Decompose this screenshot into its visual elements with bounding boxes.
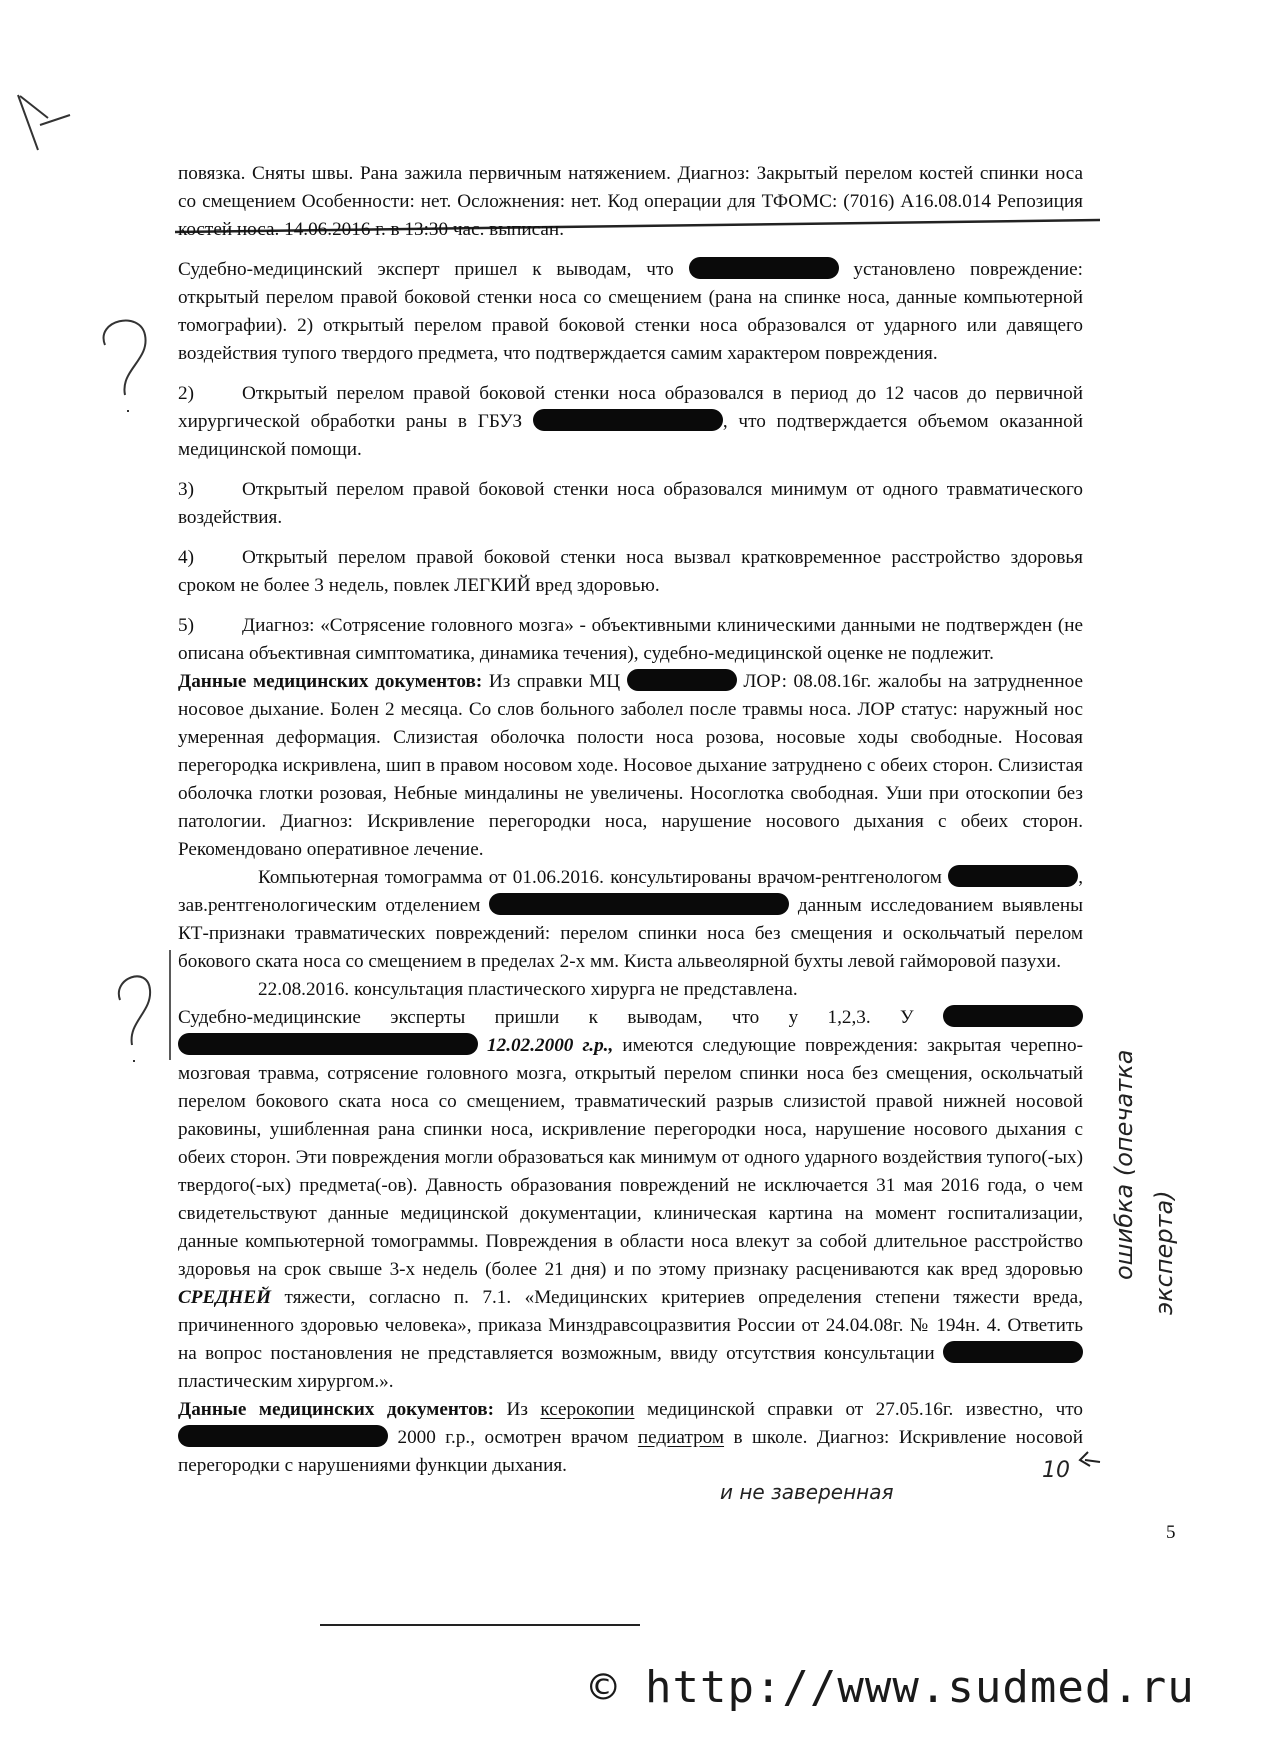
conclusion-text-b: установлено повреждение: открытый перелом правой боковой стенки носа со смещением (рана на спинке носа, данные компьютерной томографии). 2) открытый перелом правой боковой стенки носа образовался от ударного или давящего воздействия тупого твердого предмета, что подтверждается самим характером повреждения.: [178, 259, 1083, 364]
ct-text-a: Компьютерная томограмма от 01.06.2016. консультированы врачом-рентгенологом: [258, 867, 942, 888]
redacted-patient-1: [943, 1005, 1083, 1027]
conclusion-text-a: Судебно-медицинский эксперт пришел к выводам, что: [178, 259, 674, 280]
item-2-text-b: , что подтверждается объемом оказанной медицинской помощи.: [178, 411, 1084, 460]
experts-text-c: тяжести, согласно п. 7.1. «Медицинских критериев определения степени тяжести вреда, причиненного здоровью человека», приказа Минздравсоцразвития России от 24.04.08г. № 194н. 4. Ответить на вопрос постановления не представляется возможным, ввиду отсутствия консультации: [178, 1287, 1083, 1364]
redacted-clinic: [627, 669, 737, 691]
item-2-text-a: Открытый перелом правой боковой стенки носа образовался в период до 12 часов до первичной хирургической обработки раны в ГБУЗ: [178, 383, 1083, 432]
item-3: [178, 476, 1083, 532]
item-4-text: Открытый перелом правой боковой стенки носа вызвал кратковременное расстройство здоровья сроком не более 3 недель, повлек ЛЕГКИЙ вред здоровью.: [178, 547, 1083, 596]
medical-docs-2-text-b: медицинской справки от 27.05.16г. известно, что: [646, 1399, 1084, 1420]
medical-docs-paragraph-1: [178, 668, 1083, 864]
experts-text-d: пластическим хирургом.».: [178, 1371, 394, 1392]
redacted-patient-3: [178, 1425, 388, 1447]
page-number: 5: [1166, 1522, 1176, 1543]
medical-docs-paragraph-2: [178, 1396, 1083, 1480]
redacted-name: [689, 257, 839, 279]
medical-docs-1-text-b: ЛОР: 08.08.16г. жалобы на затрудненное носовое дыхание. Болен 2 месяца. Со слов больного заболел после травмы носа. ЛОР статус: наружный нос умеренная деформация. Слизистая оболочка полости носа розова, носовые ходы свободные. Носовая перегородка искривлена, шип в правом носовом ходе. Носовое дыхание затруднено с обеих сторон. Слизистая оболочка глотки розовая, Небные миндалины не увеличены. Носоглотка свободная. Уши при отоскопии без патологии. Диагноз: Искривление перегородки носа, нарушение носового дыхания с обеих сторон. Рекомендовано оперативное лечение.: [178, 671, 1084, 860]
corner-scribble: [18, 95, 70, 150]
item-5: [178, 612, 1083, 668]
handwritten-correction: 10: [1042, 1458, 1070, 1483]
document-body: [178, 160, 1083, 1480]
medical-docs-2-text-c: 2000 г.р., осмотрен врачом: [397, 1427, 629, 1448]
question-mark-2: [119, 976, 150, 1062]
experts-text-a: Судебно-медицинские эксперты пришли к выводам, что у 1,2,3. У: [178, 1007, 914, 1028]
item-5-number: 5): [178, 615, 194, 636]
redacted-hospital: [533, 409, 723, 431]
item-3-number: 3): [178, 479, 194, 500]
redacted-department-head: [489, 893, 789, 915]
handwritten-side-note-2: эксперта): [1150, 1190, 1178, 1315]
ct-paragraph: [178, 864, 1083, 976]
item-2-number: 2): [178, 383, 194, 404]
arrow-note: [1080, 1452, 1100, 1466]
ct-text-c: данным исследованием выявлены КТ-признаки травматических повреждений: перелом спинки носа без смещения и оскольчатый перелом бокового ската носа со смещением в пределах 2-х мм. Киста альвеолярной бухты левой гайморовой пазухи.: [178, 895, 1083, 972]
medical-docs-2-text-a: Из: [506, 1399, 528, 1420]
item-4-number: 4): [178, 547, 194, 568]
conclusion-paragraph: [178, 256, 1083, 368]
experts-paragraph: [178, 1004, 1083, 1396]
item-2: [178, 380, 1083, 464]
experts-birthdate: 12.02.2000 г.р.,: [487, 1035, 614, 1056]
underline-bottom: [320, 1624, 640, 1625]
item-5-text: Диагноз: «Сотрясение головного мозга» - объективными клиническими данными не подтвержден (не описана объективная симптоматика, динамика течения), судебно-медицинской оценке не подлежит.: [178, 615, 1083, 664]
handwritten-over-note: и не заверенная: [720, 1480, 894, 1504]
handwritten-side-note-1: ошибка (опечатка: [1110, 1049, 1138, 1280]
plastic-surgeon-paragraph: 22.08.2016. консультация пластического хирурга не представлена.: [258, 979, 798, 1000]
experts-severity: СРЕДНЕЙ: [178, 1287, 272, 1308]
medical-docs-1-text-a: Из справки МЦ: [488, 671, 621, 692]
pediatrician-word: педиатром: [637, 1427, 725, 1448]
medical-docs-label: Данные медицинских документов:: [178, 671, 483, 692]
item-3-text: Открытый перелом правой боковой стенки носа образовался минимум от одного травматического воздействия.: [178, 479, 1083, 528]
redacted-consultant: [943, 1341, 1083, 1363]
xerox-word: ксерокопии: [540, 1399, 635, 1420]
medical-docs-label-2: Данные медицинских документов:: [178, 1399, 494, 1420]
ct-text-b: , зав.рентгенологическим отделением: [178, 867, 1083, 916]
item-4: [178, 544, 1083, 600]
question-mark-1: [104, 321, 146, 412]
intro-paragraph: повязка. Сняты швы. Рана зажила первичным натяжением. Диагноз: Закрытый перелом костей спинки носа со смещением Особенности: нет. Осложнения: нет. Код операции для ТФОМС: (7016) А16.08.014 Репозиция костей носа. 14.06.2016 г. в 13:30 час. выписан.: [178, 163, 1083, 240]
watermark: © http://www.sudmed.ru: [590, 1662, 1195, 1713]
experts-text-b: имеются следующие повреждения: закрытая черепно-мозговая травма, сотрясение головного мозга, открытый перелом спинки носа без смещения, оскольчатый перелом бокового ската носа со смещением, травматический разрыв слизистой правой нижней носовой раковины, ушибленная рана спинки носа, искривление перегородки носа, нарушение носового дыхания с обеих сторон. Эти повреждения могли образоваться как минимум от одного ударного воздействия тупого(-ых) твердого(-ых) предмета(-ов). Давность образования повреждений не исключается 31 мая 2016 года, о чем свидетельствуют данные медицинской документации, клиническая картина на момент госпитализации, данные компьютерной томограммы. Повреждения в области носа влекут за собой длительное расстройство здоровья на срок свыше 3-х недель (более 21 дня) и по этому признаку расцениваются как вред здоровью: [178, 1035, 1083, 1280]
redacted-radiologist: [948, 865, 1078, 887]
redacted-patient-2: [178, 1033, 478, 1055]
medical-docs-2-text-d: в школе. Диагноз: Искривление носовой перегородки с нарушениями функции дыхания.: [178, 1427, 1084, 1476]
